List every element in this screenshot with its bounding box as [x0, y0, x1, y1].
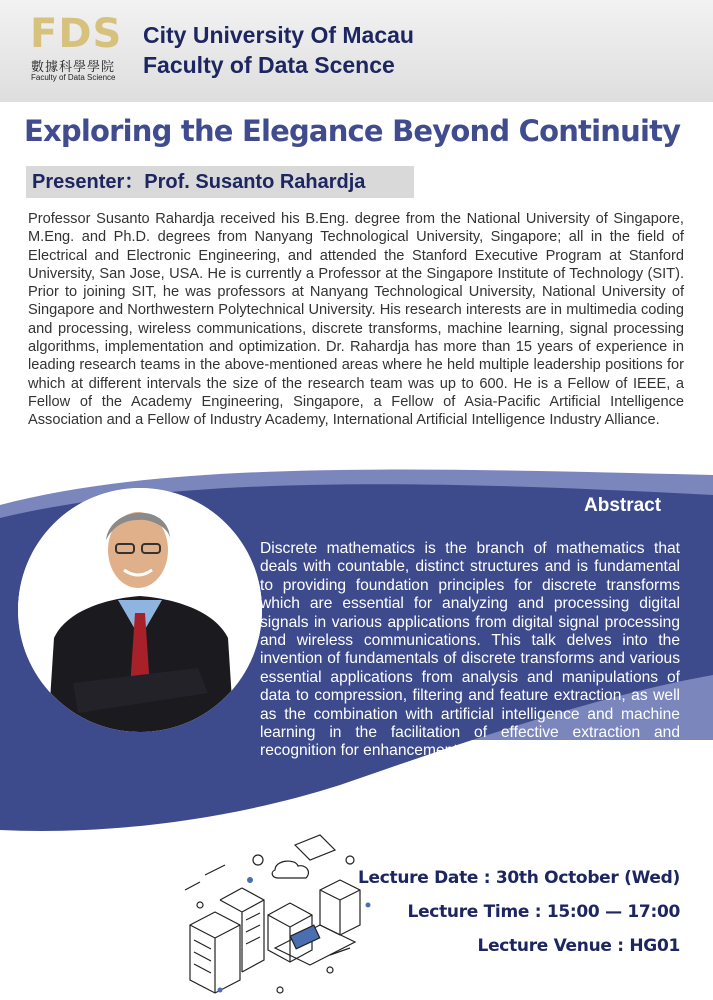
- presenter-bio: Professor Susanto Rahardja received his B.Eng. degree from the National University of Singapore, M.Eng. and Ph.D. degrees from Nanyang Technological University, Singapore; all in the field of Electrical and Electronic Engineering, and attended the Stanford Executive Program at Stanford University, San Jose, USA. He is currently a Professor at the Singapore Institute of Technology (SIT). Prior to joining SIT, he was professors at Nanyang Technological University, National University of Singapore and Northwestern Polytechnical University. His research interests are in multimedia coding and processing, wireless communications, discrete transforms, machine learning, signal processing algorithms, implementation and optimization. Dr. Rahardja has more than 15 years of experience in leading research teams in the above-mentioned areas where he held multiple leadership positions for which at different intervals the size of the research team was up to 600. He is a Fellow of IEEE, a Fellow of the Academy Engineering, Singapore, a Fellow of Asia-Pacific Artificial Intelligence Association and a Fellow of Industry Academy, International Artificial Intelligence Industry Alliance.: [28, 211, 684, 429]
- data-center-illustration: [180, 830, 380, 995]
- presenter-photo: [18, 488, 262, 732]
- abstract-text: Discrete mathematics is the branch of mathematics that deals with countable, distinct structures and is fundamental to providing foundation principles for discrete transforms which are essential for analyzing and processing digital signals in various applications from digital signal processing and wireless communications. This talk delves into the invention of fundamentals of discrete transforms and various essential applications from analysis and manipulations of data to compression, filtering and feature extraction, as well as the combination with artificial intelligence and machine learning in the facilitation of effective extraction and recognition for enhancement of performance.: [260, 540, 680, 760]
- logo-chinese-name: 數據科學學院: [31, 60, 116, 75]
- talk-title: Exploring the Elegance Beyond Continuity: [24, 114, 681, 148]
- lecture-date: Lecture Date : 30th October (Wed): [358, 868, 680, 888]
- faculty-name: Faculty of Data Scence: [143, 52, 395, 78]
- abstract-heading: Abstract: [584, 495, 662, 516]
- logo-english-name: Faculty of Data Science: [31, 73, 116, 82]
- header-banner: [0, 0, 713, 102]
- presenter-label: Presenter：: [32, 171, 145, 193]
- fds-logo: FDS: [30, 11, 123, 57]
- presenter-bar: [26, 166, 414, 198]
- lecture-venue: Lecture Venue : HG01: [477, 936, 680, 956]
- presenter-name: Prof. Susanto Rahardja: [144, 171, 366, 193]
- university-name: City University Of Macau: [143, 22, 414, 48]
- lecture-time: Lecture Time : 15:00 — 17:00: [407, 902, 680, 922]
